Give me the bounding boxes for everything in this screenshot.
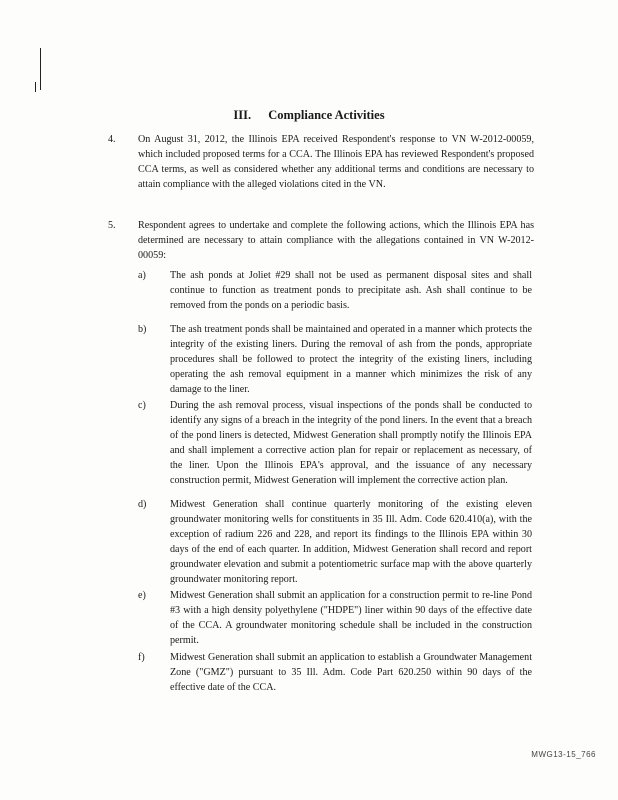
paragraph-number: 5. (108, 220, 116, 231)
scan-mark (35, 82, 36, 92)
item-letter: a) (138, 270, 146, 281)
paragraph-text: Respondent agrees to undertake and complete the following actions, which the Illinois EPA has determined are necessary to attain compliance with the allegations contained in VN W-2012-00059: (138, 220, 534, 261)
item-text: Midwest Generation shall continue quarterly monitoring of the existing eleven groundwater monitoring wells for constituents in 35 Ill. Adm. Code 620.410(a), with the exception of radium 226 and 228, and report its findings to the Illinois EPA within 30 days of the end of each quarter. In addition, Midwest Generation shall record and report groundwater elevation and submit a potentiometric surface map with the above quarterly groundwater monitoring report. (170, 499, 532, 585)
item-letter: c) (138, 400, 146, 411)
scan-mark (40, 48, 41, 90)
item-text: Midwest Generation shall submit an application to establish a Groundwater Management Zone ("GMZ") pursuant to 35 Ill. Adm. Code Part 620.250 within 90 days of the effective date of the CCA. (170, 652, 532, 693)
item-letter: d) (138, 499, 147, 510)
section-number: III. (233, 108, 252, 122)
item-letter: f) (138, 652, 145, 663)
paragraph-text: On August 31, 2012, the Illinois EPA received Respondent's response to VN W-2012-00059, which included proposed terms for a CCA. The Illinois EPA has reviewed Respondent's proposed CCA terms, as well as considered whether any additional terms and conditions are necessary to attain compliance with the alleged violations cited in the VN. (138, 134, 534, 190)
paragraph-number: 4. (108, 134, 116, 145)
item-text: The ash treatment ponds shall be maintained and operated in a manner which protects the integrity of the existing liners. During the removal of ash from the ponds, appropriate procedures shall be followed to protect the integrity of the existing liners, including operating the ash removal equipment in a manner which minimizes the risk of any damage to the liner. (170, 324, 532, 395)
section-heading (0, 108, 618, 123)
item-text: During the ash removal process, visual inspections of the ponds shall be conducted to identify any signs of a breach in the integrity of the pond liners. In the event that a breach of the pond liners is detected, Midwest Generation shall promptly notify the Illinois EPA and shall implement a corrective action plan for repair or replacement as necessary, of the liner. Upon the Illinois EPA's approval, and the issuance of any necessary construction permit, Midwest Generation will implement the corrective action plan. (170, 400, 532, 486)
item-text: The ash ponds at Joliet #29 shall not be used as permanent disposal sites and shall continue to function as treatment ponds to precipitate ash. Ash shall continue to be removed from the ponds on a periodic basis. (170, 270, 532, 311)
item-letter: b) (138, 324, 147, 335)
item-text: Midwest Generation shall submit an application for a construction permit to re-line Pond #3 with a high density polyethylene ("HDPE") liner within 90 days of the effective date of the CCA. A groundwater monitoring schedule shall be included in the construction permit. (170, 590, 532, 646)
section-title: Compliance Activities (268, 108, 385, 122)
bates-number: MWG13-15_766 (531, 750, 596, 759)
item-letter: e) (138, 590, 146, 601)
